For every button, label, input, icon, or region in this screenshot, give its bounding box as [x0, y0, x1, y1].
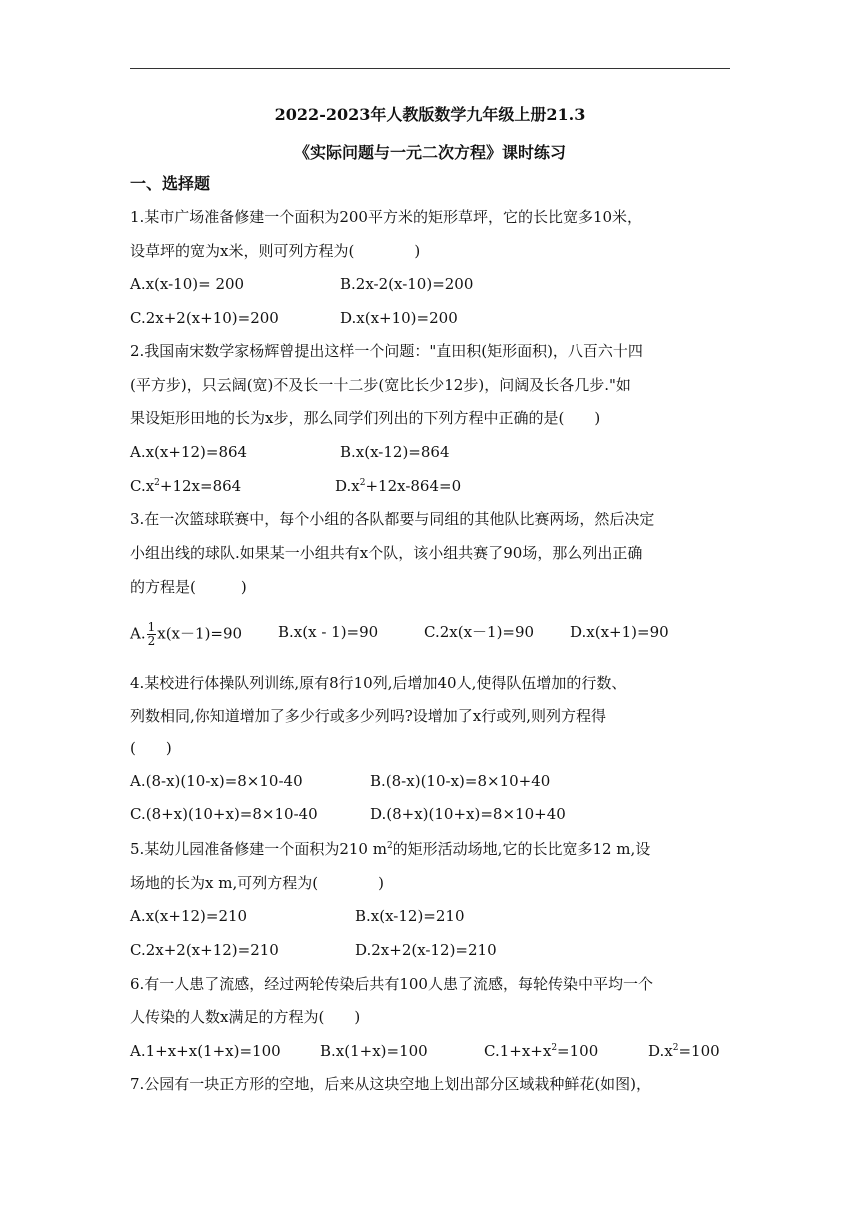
superscript: 2 — [359, 478, 366, 488]
title-line-1: 2022-2023年人教版数学九年级上册21.3 — [274, 105, 586, 124]
option-c[interactable]: C.2x+2(x+12)=210 — [130, 941, 279, 959]
option-b[interactable]: B.(8-x)(10-x)=8×10+40 — [370, 772, 551, 790]
question-text: 场地的长为x m,可列方程为( ) — [130, 874, 384, 892]
superscript: 2 — [672, 1043, 679, 1053]
question-text: 列数相同,你知道增加了多少行或多少列吗?设增加了x行或列,则列方程得 — [130, 707, 607, 725]
question-text: 果设矩形田地的长为x步，那么同学们列出的下列方程中正确的是( ) — [130, 409, 601, 427]
fraction: $\frac{1}{2}$ — [147, 620, 156, 648]
option-d[interactable]: $D.x^2=100$ — [648, 1042, 720, 1060]
section-heading: 一、选择题 — [130, 174, 211, 193]
option-d[interactable]: $D.x^2+12x-864=0$ — [335, 477, 462, 495]
option-a[interactable]: A.x(x+12)=864 — [130, 443, 248, 461]
option-d[interactable]: D.x(x+10)=200 — [340, 309, 458, 327]
question-text: 1.某市广场准备修建一个面积为200平方米的矩形草坪，它的长比宽多10米， — [130, 208, 643, 226]
superscript: 2 — [551, 1043, 558, 1053]
superscript: 2 — [386, 841, 393, 851]
option-c[interactable]: C.2x+2(x+10)=200 — [130, 309, 279, 327]
option-d[interactable]: D.2x+2(x-12)=210 — [355, 941, 497, 959]
option-a[interactable]: A.1+x+x(1+x)=100 — [130, 1042, 281, 1060]
option-c[interactable]: C.(8+x)(10+x)=8×10-40 — [130, 805, 318, 823]
question-text: 小组出线的球队.如果某一小组共有x个队，该小组共赛了90场，那么列出正确 — [130, 544, 643, 562]
option-a[interactable]: A.x(x-10)= 200 — [130, 275, 245, 293]
option-b[interactable]: B.2x-2(x-10)=200 — [340, 275, 474, 293]
option-c[interactable]: $C.1+x+x^2=100$ — [484, 1042, 599, 1060]
question-text: 3.在一次篮球联赛中，每个小组的各队都要与同组的其他队比赛两场，然后决定 — [130, 510, 655, 528]
superscript: 2 — [154, 478, 160, 488]
question-text: 2.我国南宋数学家杨辉曾提出这样一个问题："直田积(矩形面积)，八百六十四 — [130, 342, 643, 360]
option-a[interactable]: A. $\frac{1}{2}$ x(x－1)=90 — [130, 620, 243, 648]
option-a[interactable]: A.(8-x)(10-x)=8×10-40 — [130, 772, 303, 790]
question-text: 的方程是( ) — [130, 578, 247, 596]
option-b[interactable]: B.x(x-12)=210 — [355, 907, 465, 925]
question-text: 人传染的人数x满足的方程为( ) — [130, 1008, 361, 1026]
question-text: 6.有一人患了流感，经过两轮传染后共有100人患了流感，每轮传染中平均一个 — [130, 975, 653, 993]
option-b[interactable]: B.x(1+x)=100 — [320, 1042, 428, 1060]
title-line-2: 《实际问题与一元二次方程》课时练习 — [293, 143, 566, 162]
option-c[interactable]: $C.x^2+12x=864$ — [130, 477, 242, 495]
question-text: ( ) — [130, 739, 172, 757]
question-text: (平方步)，只云阔(宽)不及长一十二步(宽比长少12步)，问阔及长各几步."如 — [130, 376, 631, 394]
question-text: 5.某幼儿园准备修建一个面积为210 $m^2$的矩形活动场地,它的长比宽多12 m,设 — [130, 840, 651, 858]
question-text: 设草坪的宽为x米，则可列方程为( ) — [130, 242, 421, 260]
option-d[interactable]: D.(8+x)(10+x)=8×10+40 — [370, 805, 566, 823]
question-text: 7.公园有一块正方形的空地，后来从这块空地上划出部分区域栽种鲜花(如图)， — [130, 1075, 652, 1093]
option-b[interactable]: B.x(x - 1)=90 — [278, 623, 379, 641]
header-rule — [130, 68, 730, 69]
option-c[interactable]: C.2x(x－1)=90 — [424, 623, 535, 641]
question-text: 4.某校进行体操队列训练,原有8行10列,后增加40人,使得队伍增加的行数、 — [130, 674, 627, 692]
option-a[interactable]: A.x(x+12)=210 — [130, 907, 248, 925]
option-b[interactable]: B.x(x-12)=864 — [340, 443, 450, 461]
option-d[interactable]: D.x(x+1)=90 — [570, 623, 669, 641]
